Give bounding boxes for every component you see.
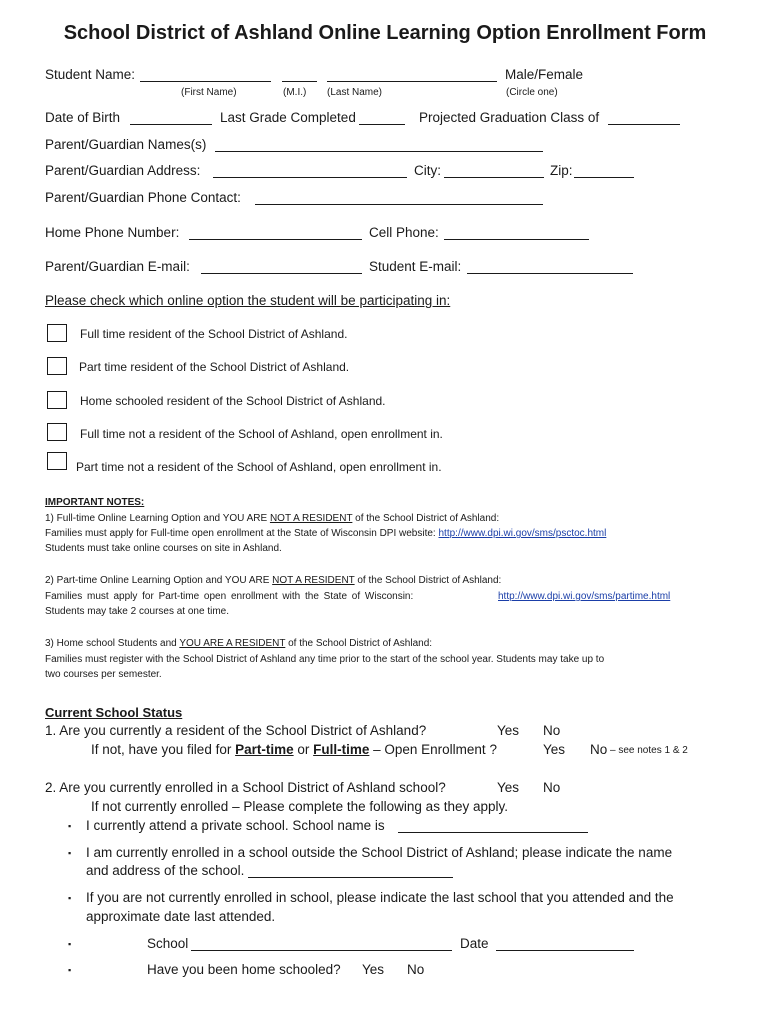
- home-yes-option[interactable]: Yes: [362, 962, 385, 977]
- mi-field[interactable]: [282, 81, 317, 82]
- address-field[interactable]: [213, 177, 407, 178]
- school-label: School: [147, 936, 189, 951]
- options-heading: Please check which online option the student will be participating in:: [45, 293, 451, 308]
- grade-label: Last Grade Completed: [220, 110, 356, 125]
- parent-email-field[interactable]: [201, 273, 362, 274]
- student-email-label: Student E-mail:: [369, 259, 462, 274]
- option-label-1: Full time resident of the School District of Ashland.: [80, 327, 348, 341]
- question-2: 2. Are you currently enrolled in a School District of Ashland school?: [45, 780, 446, 795]
- last-date-field[interactable]: [496, 950, 634, 951]
- bullet-3: ▪: [68, 893, 72, 903]
- option-label-4: Full time not a resident of the School of Ashland, open enrollment in.: [80, 427, 443, 441]
- note-1-line-3: Students must take online courses on site in Ashland.: [45, 543, 282, 554]
- parent-names-field[interactable]: [215, 151, 543, 152]
- cell-phone-label: Cell Phone:: [369, 225, 439, 240]
- status-heading: Current School Status: [45, 705, 183, 720]
- last-school-line-2: approximate date last attended.: [86, 909, 276, 924]
- first-name-field[interactable]: [140, 81, 271, 82]
- parent-address-label: Parent/Guardian Address:: [45, 163, 201, 178]
- question-1-sub: If not, have you filed for Part-time or Full-time – Open Enrollment ?: [91, 742, 497, 757]
- note-2-line-2: Families must apply for Part-time open enrollment with the State of Wisconsin:: [45, 591, 414, 602]
- see-notes-text: – see notes 1 & 2: [610, 745, 688, 756]
- student-email-field[interactable]: [467, 273, 633, 274]
- student-name-label: Student Name:: [45, 67, 136, 82]
- option-checkbox-2[interactable]: [47, 357, 67, 375]
- home-phone-field[interactable]: [189, 239, 362, 240]
- option-label-5: Part time not a resident of the School of Ashland, open enrollment in.: [76, 460, 442, 474]
- note-3-line-3: two courses per semester.: [45, 669, 162, 680]
- city-field[interactable]: [444, 177, 544, 178]
- cell-phone-field[interactable]: [444, 239, 589, 240]
- home-schooled-question: Have you been home schooled?: [147, 962, 341, 977]
- city-label: City:: [414, 163, 441, 178]
- private-school-text: I currently attend a private school. School name is: [86, 818, 385, 833]
- grade-field[interactable]: [359, 124, 405, 125]
- option-checkbox-3[interactable]: [47, 391, 67, 409]
- parent-phone-field[interactable]: [255, 204, 543, 205]
- question-1: 1. Are you currently a resident of the School District of Ashland?: [45, 723, 427, 738]
- note-2-line-3: Students may take 2 courses at one time.: [45, 606, 229, 617]
- note-1-line-2: Families must apply for Full-time open enrollment at the State of Wisconsin DPI website: http://www.dpi.wi.gov/sms/psctoc.html: [45, 528, 607, 539]
- zip-label: Zip:: [550, 163, 573, 178]
- q1-yes-option[interactable]: Yes: [497, 723, 520, 738]
- home-phone-label: Home Phone Number:: [45, 225, 180, 240]
- first-name-caption: (First Name): [181, 87, 237, 98]
- note-3-line-2: Families must register with the School District of Ashland any time prior to the start of the school year. Students may take up to: [45, 654, 605, 665]
- dpi-fulltime-link[interactable]: http://www.dpi.wi.gov/sms/psctoc.html: [438, 528, 607, 539]
- notes-heading: IMPORTANT NOTES:: [45, 497, 145, 508]
- bullet-2: ▪: [68, 848, 72, 858]
- last-school-line-1: If you are not currently enrolled in school, please indicate the last school that you attended and the: [86, 890, 674, 905]
- last-name-field[interactable]: [327, 81, 497, 82]
- note-3-line-1: 3) Home school Students and YOU ARE A RESIDENT of the School District of Ashland:: [45, 638, 433, 649]
- bullet-4: ▪: [68, 939, 72, 949]
- circle-one-caption: (Circle one): [506, 87, 558, 98]
- outside-school-line-2: and address of the school.: [86, 863, 245, 878]
- note-1-line-1: 1) Full-time Online Learning Option and YOU ARE NOT A RESIDENT of the School District of Ashland:: [45, 513, 500, 524]
- q2-no-option[interactable]: No: [543, 780, 561, 795]
- dpi-parttime-link[interactable]: http://www.dpi.wi.gov/sms/partime.html: [498, 591, 671, 602]
- outside-school-line-1: I am currently enrolled in a school outside the School District of Ashland; please indicate the name: [86, 845, 673, 860]
- q1-sub-no-option[interactable]: No: [590, 742, 608, 757]
- mi-caption: (M.I.): [283, 87, 307, 98]
- option-checkbox-4[interactable]: [47, 423, 67, 441]
- option-label-3: Home schooled resident of the School District of Ashland.: [80, 394, 386, 408]
- grad-class-label: Projected Graduation Class of: [419, 110, 600, 125]
- question-2-sub: If not currently enrolled – Please complete the following as they apply.: [91, 799, 508, 814]
- option-checkbox-5[interactable]: [47, 452, 67, 470]
- bullet-5: ▪: [68, 965, 72, 975]
- form-title: School District of Ashland Online Learning Option Enrollment Form: [63, 22, 707, 44]
- dob-label: Date of Birth: [45, 110, 121, 125]
- q1-sub-yes-option[interactable]: Yes: [543, 742, 566, 757]
- zip-field[interactable]: [574, 177, 634, 178]
- parent-email-label: Parent/Guardian E-mail:: [45, 259, 190, 274]
- grad-class-field[interactable]: [608, 124, 680, 125]
- gender-label: Male/Female: [505, 67, 584, 82]
- note-2-line-1: 2) Part-time Online Learning Option and YOU ARE NOT A RESIDENT of the School District of Ashland:: [45, 575, 502, 586]
- private-school-field[interactable]: [398, 832, 588, 833]
- parent-names-label: Parent/Guardian Names(s): [45, 137, 207, 152]
- parent-phone-label: Parent/Guardian Phone Contact:: [45, 190, 241, 205]
- last-name-caption: (Last Name): [327, 87, 383, 98]
- option-checkbox-1[interactable]: [47, 324, 67, 342]
- home-no-option[interactable]: No: [407, 962, 425, 977]
- option-label-2: Part time resident of the School District of Ashland.: [79, 360, 350, 374]
- q2-yes-option[interactable]: Yes: [497, 780, 520, 795]
- dob-field[interactable]: [130, 124, 212, 125]
- q1-no-option[interactable]: No: [543, 723, 561, 738]
- outside-school-field[interactable]: [248, 877, 453, 878]
- date-label: Date: [460, 936, 489, 951]
- bullet-1: ▪: [68, 821, 72, 831]
- last-school-field[interactable]: [191, 950, 452, 951]
